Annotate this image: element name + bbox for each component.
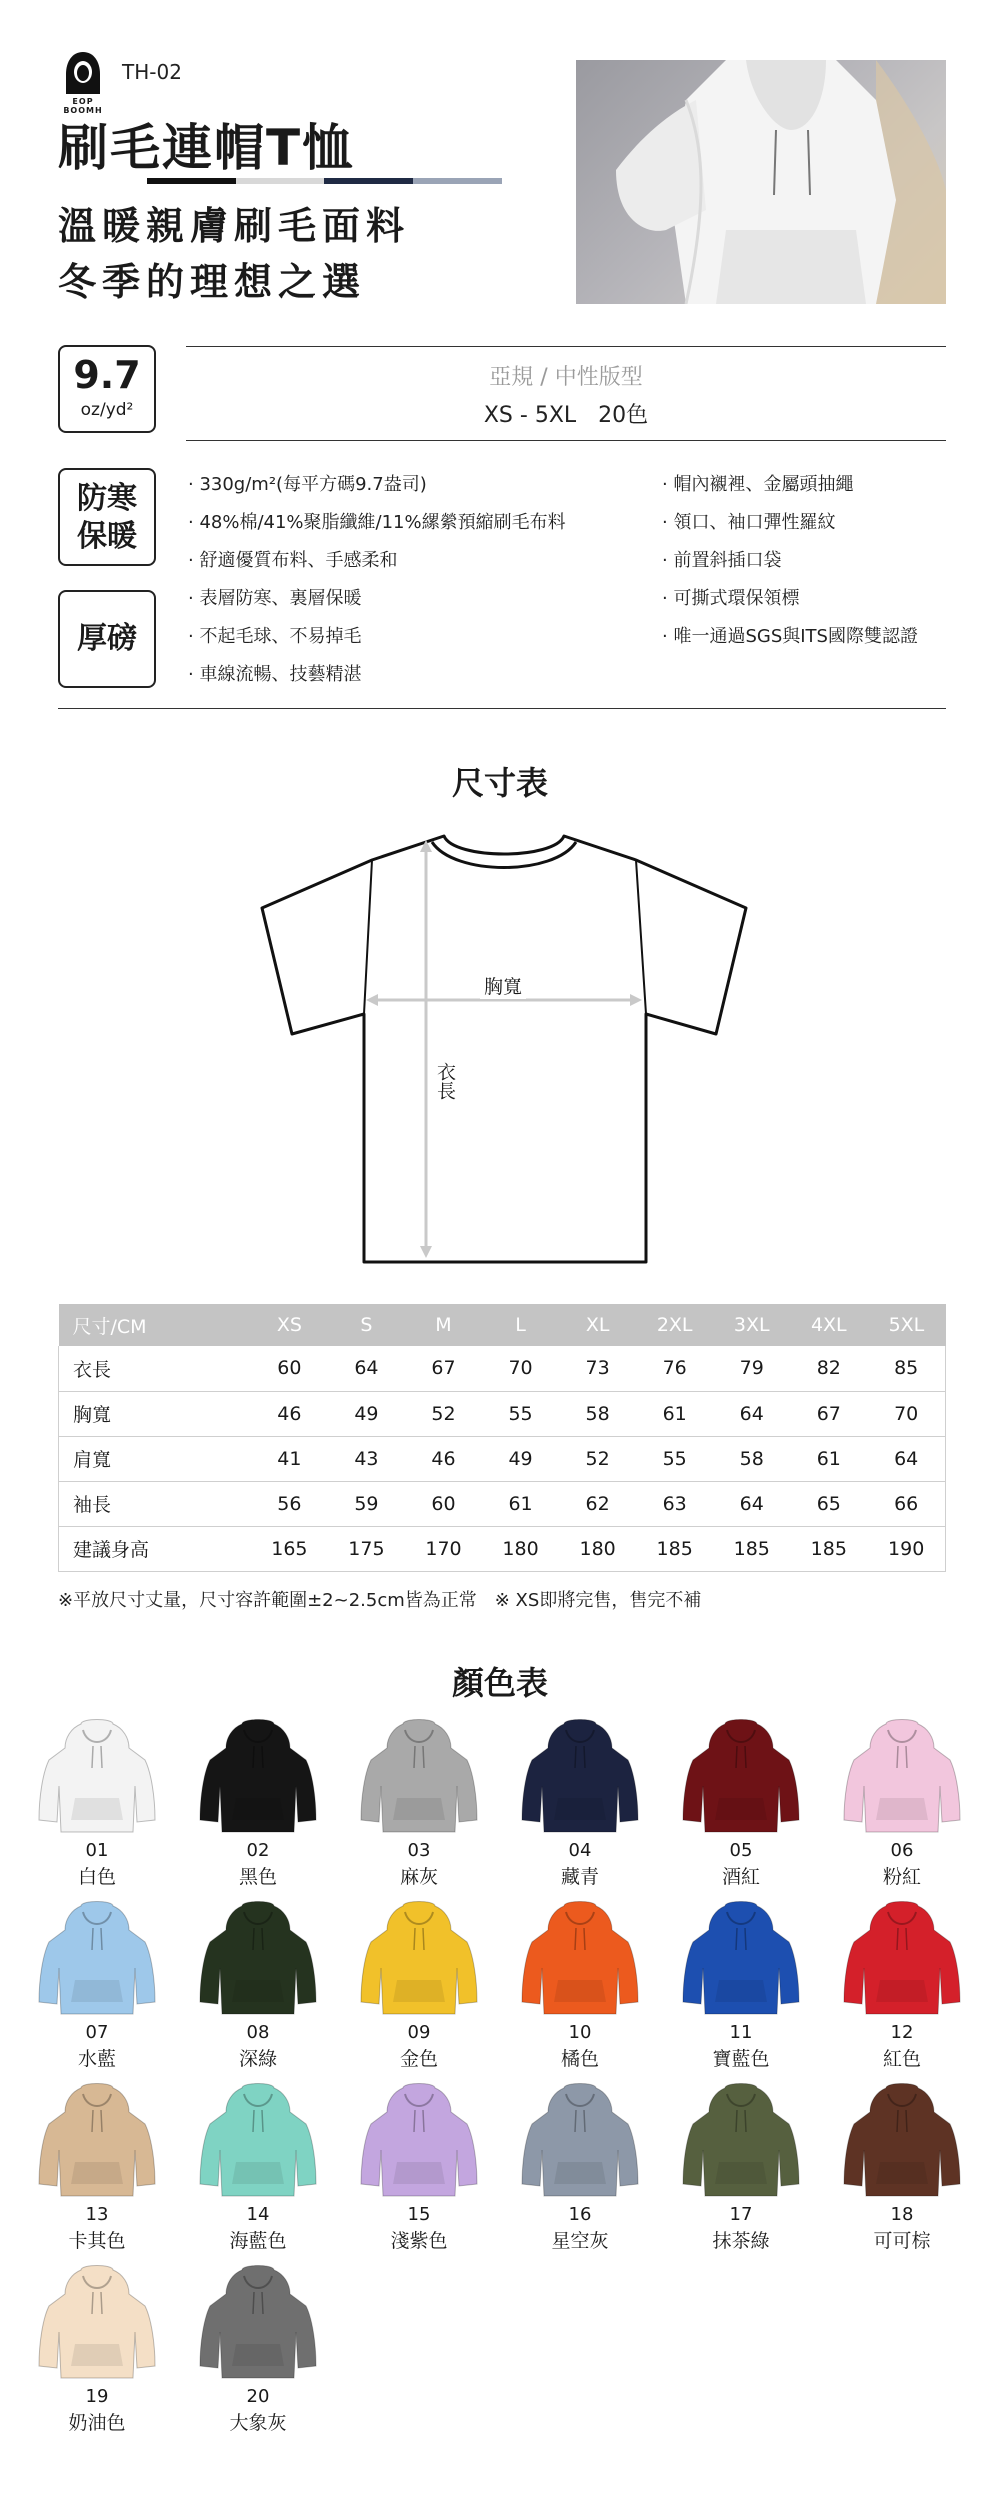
- color-name: 抹茶綠: [712, 2230, 770, 2252]
- header-cell: M: [405, 1304, 482, 1346]
- divider: [186, 346, 946, 347]
- hoodie-icon: [520, 2080, 640, 2198]
- row-label: 建議身高: [59, 1526, 251, 1571]
- size-table: [58, 1304, 946, 1572]
- color-bar-segment: [324, 178, 413, 184]
- table-cell: 180: [482, 1526, 559, 1571]
- color-number: 17: [729, 2204, 753, 2225]
- tagline-line-1: 溫暖親膚刷毛面料: [58, 204, 411, 248]
- color-number: 04: [568, 1840, 592, 1861]
- color-number: 02: [246, 1840, 270, 1861]
- table-cell: 62: [559, 1481, 636, 1526]
- color-swatch: [837, 1716, 967, 1890]
- feature-item: · 表層防寒、裏層保暖: [188, 588, 362, 609]
- table-row: [59, 1526, 946, 1571]
- badge-thick: 厚磅: [58, 590, 156, 688]
- header-cell: XS: [251, 1304, 328, 1346]
- header-cell: L: [482, 1304, 559, 1346]
- table-cell: 55: [636, 1436, 713, 1481]
- color-name: 麻灰: [399, 1866, 438, 1888]
- hoodie-icon: [198, 1898, 318, 2016]
- color-number: 03: [407, 1840, 431, 1861]
- table-cell: 165: [251, 1526, 328, 1571]
- table-cell: 82: [790, 1346, 867, 1391]
- feature-item: · 舒適優質布料、手感柔和: [188, 550, 398, 571]
- table-cell: 61: [636, 1391, 713, 1436]
- row-label: 胸寬: [59, 1391, 251, 1436]
- color-name: 卡其色: [68, 2230, 126, 2252]
- row-label: 衣長: [59, 1346, 251, 1391]
- fabric-weight-value: 9.7: [73, 353, 141, 397]
- table-cell: 49: [482, 1436, 559, 1481]
- color-number: 12: [890, 2022, 914, 2043]
- color-bar-segment: [147, 178, 236, 184]
- table-cell: 76: [636, 1346, 713, 1391]
- hoodie-icon: [198, 1716, 318, 1834]
- table-cell: 79: [713, 1346, 790, 1391]
- hoodie-icon: [842, 1898, 962, 2016]
- color-number: 19: [85, 2386, 109, 2407]
- hoodie-icon: [842, 1716, 962, 1834]
- color-name: 寶藍色: [712, 2048, 770, 2070]
- table-cell: 64: [713, 1481, 790, 1526]
- table-cell: 185: [790, 1526, 867, 1571]
- header-cell: 5XL: [867, 1304, 945, 1346]
- table-cell: 61: [482, 1481, 559, 1526]
- hoodie-icon: [520, 1898, 640, 2016]
- table-cell: 58: [713, 1436, 790, 1481]
- table-cell: 41: [251, 1436, 328, 1481]
- feature-item: · 領口、袖口彈性羅紋: [662, 512, 836, 533]
- color-name: 淺紫色: [390, 2230, 448, 2252]
- table-row: [59, 1391, 946, 1436]
- color-number: 13: [85, 2204, 109, 2225]
- table-cell: 85: [867, 1346, 945, 1391]
- product-code: TH-02: [122, 60, 182, 84]
- color-swatch: [354, 1898, 484, 2072]
- color-chart-title: 顏色表: [451, 1664, 548, 1702]
- table-cell: 170: [405, 1526, 482, 1571]
- color-number: 16: [568, 2204, 592, 2225]
- color-name: 水藍: [77, 2048, 116, 2070]
- table-cell: 49: [328, 1391, 405, 1436]
- feature-item: · 帽內襯裡、金屬頭抽繩: [662, 474, 854, 495]
- feature-item: · 前置斜插口袋: [662, 550, 782, 571]
- feature-item: · 車線流暢、技藝精湛: [188, 664, 362, 685]
- header-cell: 4XL: [790, 1304, 867, 1346]
- color-number: 01: [85, 1840, 109, 1861]
- color-number: 14: [246, 2204, 270, 2225]
- hoodie-icon: [842, 2080, 962, 2198]
- color-swatch: [32, 2262, 162, 2436]
- hoodie-icon: [37, 2262, 157, 2380]
- color-number: 06: [890, 1840, 914, 1861]
- table-cell: 67: [405, 1346, 482, 1391]
- row-label: 袖長: [59, 1481, 251, 1526]
- table-cell: 175: [328, 1526, 405, 1571]
- table-cell: 43: [328, 1436, 405, 1481]
- color-number: 09: [407, 2022, 431, 2043]
- header-cell: 2XL: [636, 1304, 713, 1346]
- badge-warm: 防寒 保暖: [58, 468, 156, 566]
- table-cell: 64: [867, 1436, 945, 1481]
- color-swatch: [676, 1716, 806, 1890]
- color-swatch: [515, 1716, 645, 1890]
- color-name: 藏青: [560, 1866, 599, 1888]
- table-cell: 56: [251, 1481, 328, 1526]
- table-cell: 60: [251, 1346, 328, 1391]
- color-swatch: [193, 2262, 323, 2436]
- hoodie-icon: [520, 1716, 640, 1834]
- header-cell: XL: [559, 1304, 636, 1346]
- color-name: 酒紅: [721, 1866, 760, 1888]
- feature-item: · 可撕式環保領標: [662, 588, 800, 609]
- table-cell: 185: [636, 1526, 713, 1571]
- color-name: 黑色: [238, 1866, 277, 1888]
- product-title: 刷毛連帽T恤: [58, 119, 355, 177]
- table-cell: 52: [559, 1436, 636, 1481]
- size-range: XS - 5XL 20色: [483, 403, 649, 428]
- fabric-weight-unit: oz/yd²: [80, 400, 134, 420]
- feature-item: · 不起毛球、不易掉毛: [188, 626, 362, 647]
- table-cell: 64: [713, 1391, 790, 1436]
- color-number: 11: [729, 2022, 753, 2043]
- feature-item: · 48%棉/41%聚脂纖維/11%縲縈預縮刷毛布料: [188, 512, 566, 533]
- table-cell: 59: [328, 1481, 405, 1526]
- title-color-bar: [58, 178, 502, 184]
- color-swatch: [515, 1898, 645, 2072]
- color-swatch: [837, 1898, 967, 2072]
- hoodie-icon: [359, 2080, 479, 2198]
- hoodie-icon: [681, 1898, 801, 2016]
- divider: [58, 708, 946, 709]
- table-cell: 46: [405, 1436, 482, 1481]
- color-name: 紅色: [882, 2048, 921, 2070]
- color-number: 20: [246, 2386, 270, 2407]
- color-swatch: [676, 2080, 806, 2254]
- color-name: 可可棕: [873, 2230, 931, 2252]
- hoodie-icon: [198, 2080, 318, 2198]
- hoodie-icon: [37, 1898, 157, 2016]
- feature-item: · 唯一通過SGS與ITS國際雙認證: [662, 626, 918, 647]
- hoodie-photo-illustration: [576, 60, 946, 304]
- color-swatch: [32, 1716, 162, 1890]
- hood-logo-icon: [58, 50, 108, 98]
- logo-text: EOP BOOMH: [63, 97, 103, 115]
- color-number: 05: [729, 1840, 753, 1861]
- color-swatch: [32, 2080, 162, 2254]
- hoodie-icon: [681, 2080, 801, 2198]
- table-cell: 55: [482, 1391, 559, 1436]
- table-cell: 46: [251, 1391, 328, 1436]
- feature-item: · 330g/m²(每平方碼9.7盎司): [188, 474, 427, 495]
- size-chart-title: 尺寸表: [451, 764, 548, 802]
- color-bar-segment: [236, 178, 325, 184]
- table-cell: 185: [713, 1526, 790, 1571]
- color-name: 深綠: [238, 2048, 277, 2070]
- table-cell: 70: [482, 1346, 559, 1391]
- color-number: 18: [890, 2204, 914, 2225]
- size-table-header: [59, 1304, 946, 1346]
- color-name: 橘色: [560, 2048, 599, 2070]
- color-name: 星空灰: [551, 2230, 609, 2252]
- table-cell: 67: [790, 1391, 867, 1436]
- color-swatch: [193, 1898, 323, 2072]
- hoodie-icon: [37, 1716, 157, 1834]
- row-label: 肩寬: [59, 1436, 251, 1481]
- product-photo: [576, 60, 946, 304]
- hoodie-icon: [198, 2262, 318, 2380]
- hoodie-icon: [359, 1716, 479, 1834]
- color-name: 粉紅: [882, 1866, 921, 1888]
- table-row: [59, 1481, 946, 1526]
- tshirt-diagram: [254, 820, 754, 1272]
- color-name: 奶油色: [68, 2412, 126, 2434]
- table-cell: 73: [559, 1346, 636, 1391]
- color-swatch: [515, 2080, 645, 2254]
- color-swatch: [32, 1898, 162, 2072]
- color-swatch: [837, 2080, 967, 2254]
- hoodie-icon: [37, 2080, 157, 2198]
- table-cell: 70: [867, 1391, 945, 1436]
- chest-label: 胸寬: [480, 972, 526, 999]
- header-cell: S: [328, 1304, 405, 1346]
- table-cell: 66: [867, 1481, 945, 1526]
- color-swatch: [193, 2080, 323, 2254]
- header-cell: 尺寸/CM: [59, 1304, 251, 1346]
- tagline: [58, 198, 410, 310]
- table-cell: 61: [790, 1436, 867, 1481]
- color-swatch: [193, 1716, 323, 1890]
- color-number: 15: [407, 2204, 431, 2225]
- color-name: 大象灰: [229, 2412, 287, 2434]
- divider: [186, 440, 946, 441]
- header-cell: 3XL: [713, 1304, 790, 1346]
- fabric-weight-box: [58, 345, 156, 433]
- length-label: 衣長: [432, 1062, 459, 1100]
- table-cell: 63: [636, 1481, 713, 1526]
- color-swatch: [676, 1898, 806, 2072]
- color-name: 金色: [399, 2048, 438, 2070]
- table-cell: 65: [790, 1481, 867, 1526]
- color-name: 海藍色: [229, 2230, 287, 2252]
- table-cell: 190: [867, 1526, 945, 1571]
- color-number: 07: [85, 2022, 109, 2043]
- hoodie-icon: [681, 1716, 801, 1834]
- table-cell: 58: [559, 1391, 636, 1436]
- color-name: 白色: [77, 1866, 116, 1888]
- color-swatch: [354, 2080, 484, 2254]
- table-row: [59, 1436, 946, 1481]
- tagline-line-2: 冬季的理想之選: [58, 260, 367, 304]
- size-note: ※平放尺寸丈量，尺寸容許範圍±2~2.5cm皆為正常 ※ XS即將完售，售完不補: [58, 1590, 702, 1611]
- table-cell: 64: [328, 1346, 405, 1391]
- table-cell: 52: [405, 1391, 482, 1436]
- table-cell: 60: [405, 1481, 482, 1526]
- color-number: 10: [568, 2022, 592, 2043]
- color-bar-segment: [413, 178, 502, 184]
- color-bar-segment: [58, 178, 147, 184]
- fit-type: 亞規 / 中性版型: [489, 365, 643, 390]
- hoodie-icon: [359, 1898, 479, 2016]
- color-swatch: [354, 1716, 484, 1890]
- table-row: [59, 1346, 946, 1391]
- color-number: 08: [246, 2022, 270, 2043]
- table-cell: 180: [559, 1526, 636, 1571]
